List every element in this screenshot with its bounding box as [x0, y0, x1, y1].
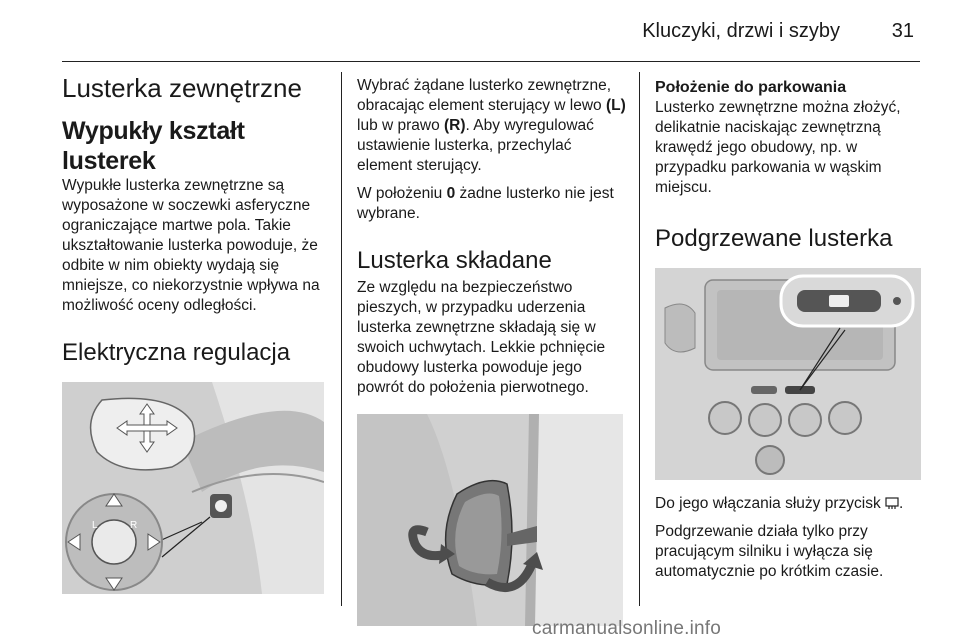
paragraph-position-zero: [357, 184, 627, 224]
chapter-title: Kluczyki, drzwi i szyby: [642, 20, 840, 42]
subheading-electric-adjustment: Elektryczna regulacja: [62, 339, 291, 366]
heated-mirror-icon: [885, 496, 899, 510]
column-divider-1: [341, 72, 342, 606]
watermark: carmanualsonline.info: [532, 618, 722, 639]
mirror-control-illustration: [62, 382, 324, 594]
text-select-b: lub w prawo: [357, 117, 445, 134]
column-2: [357, 76, 627, 626]
text-select-c: . Aby wyregulować ustawienie lusterka, przechylać element sterujący.: [357, 117, 594, 174]
text-zero-b: żadne lusterko nie jest wybrane.: [357, 185, 614, 222]
paragraph-convex-mirrors: Wypukłe lusterka zewnętrzne są wyposażone w soczewki asferyczne ograniczające martwe pola. Takie ukształtowanie lusterka powoduje, że odbite w nim obiekty wydają się mniejsze, co niekorzystnie wpływa na możliwość oceny odległości.: [62, 177, 320, 314]
folding-mirror-illustration: [357, 414, 623, 626]
text-select-l: (L): [605, 97, 626, 114]
section-heading-outside-mirrors: Lusterka zewnętrzne: [62, 73, 302, 103]
page-header: [0, 0, 960, 63]
column-divider-2: [639, 72, 640, 606]
text-heated-a: Do jego włączania służy przycisk: [655, 495, 886, 512]
figure-folding-mirror: [357, 414, 623, 626]
figure-heated-mirror-button: [655, 268, 921, 480]
paragraph-select-mirror: [357, 76, 627, 176]
text-select-r: (R): [444, 117, 466, 134]
text-heated-b: .: [899, 495, 904, 512]
column-1: [62, 72, 330, 594]
paragraph-heated-button: [655, 494, 925, 514]
subheading-convex-shape: Wypukły kształt lusterek: [62, 117, 245, 175]
paragraph-folding-mirrors: Ze względu na bezpieczeństwo pieszych, w przypadku uderzenia lusterka zewnętrzne składają się w swoich uchwytach. Lekkie pchnięcie obudowy lusterka powoduje jego powrót do położenia pierwotnego.: [357, 279, 606, 396]
column-3: [655, 78, 925, 582]
header-rule: [62, 61, 920, 62]
text-zero-value: 0: [446, 185, 456, 202]
page-number: 31: [891, 20, 914, 42]
label-r: R: [130, 520, 138, 531]
paragraph-heating-info: Podgrzewanie działa tylko przy pracującym silniku i wyłącza się automatycznie po krótkim czasie.: [655, 523, 884, 580]
text-select-a: Wybrać żądane lusterko zewnętrzne, obracając element sterujący w lewo: [357, 77, 612, 114]
label-l: L: [92, 520, 98, 531]
figure-mirror-control: [62, 382, 324, 594]
subheading-heated-mirrors: Podgrzewane lusterka: [655, 225, 893, 252]
paragraph-parking-position: Lusterko zewnętrzne można złożyć, delikatnie naciskając zewnętrzną krawędź jego obudowy, np. w przypadku parkowania w wąskim miejscu.: [655, 99, 901, 196]
subheading-folding-mirrors: Lusterka składane: [357, 247, 552, 274]
text-zero-a: W położeniu: [357, 185, 447, 202]
subheading-parking-position: Położenie do parkowania: [655, 79, 847, 96]
dashboard-illustration: [655, 268, 921, 480]
